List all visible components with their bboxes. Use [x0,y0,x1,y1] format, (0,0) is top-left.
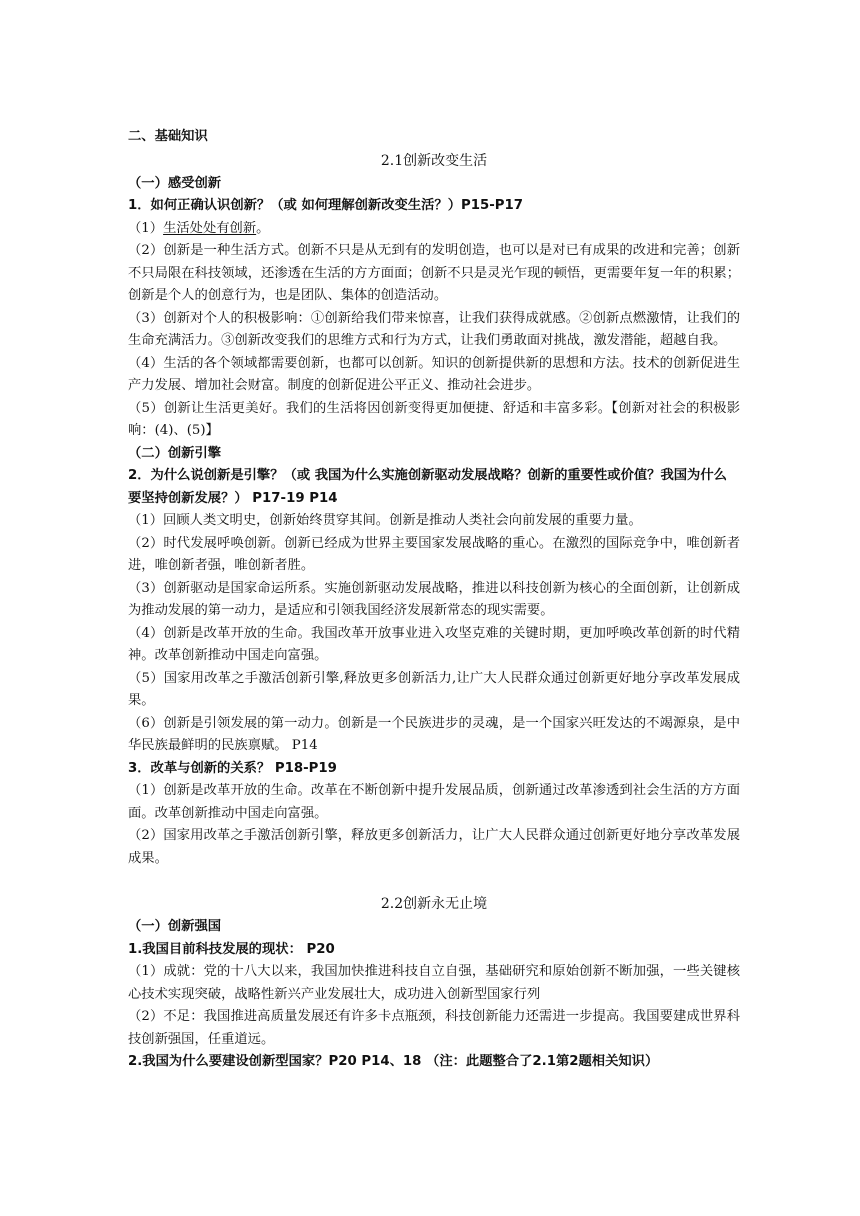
lesson-title-1: 2.1创新改变生活 [380,152,488,169]
q1-item-4: （4）生活的各个领域都需要创新，也都可以创新。知识的创新提供新的思想和方法。技术的创新促进生产力发展、增加社会财富。制度的创新促进公平正义、推动社会进步。 [128,355,740,393]
q1-item-3: （3）创新对个人的积极影响：①创新给我们带来惊喜，让我们获得成就感。②创新点燃激情，让我们的生命充满活力。③创新改变我们的思维方式和行为方式，让我们勇敢面对挑战，激发潜能，超越自我。 [128,310,740,348]
underlined-text: 生活处处有创新 [163,220,257,236]
question-heading-5: 2.我国为什么要建设创新型国家？P20 P14、18 （注：此题整合了2.1第2题相关知识） [128,1054,659,1069]
q2-item-1: （1）回顾人类文明史，创新始终贯穿其间。创新是推动人类社会向前发展的重要力量。 [128,513,642,528]
lesson-title-2: 2.2创新永无止境 [380,896,488,912]
section-title: 二、基础知识 [128,129,208,144]
question-heading-1: 1．如何正确认识创新？（或 如何理解创新改变生活？）P15-P17 [128,198,524,213]
part-heading-3: （一）创新强国 [128,919,222,934]
q3-item-1: （1）创新是改革开放的生命。改革在不断创新中提升发展品质，创新通过改革渗透到社会生活的方方面面。改革创新推动中国走向富强。 [128,783,740,821]
q2-item-3: （3）创新驱动是国家命运所系。实施创新驱动发展战略，推进以科技创新为核心的全面创新，让创新成为推动发展的第一动力，是适应和引领我国经济发展新常态的现实需要。 [128,580,740,618]
document-page [128,126,740,1074]
q2-item-2: （2）时代发展呼唤创新。创新已经成为世界主要国家发展战略的重心。在激烈的国际竞争中，唯创新者进，唯创新者强，唯创新者胜。 [128,535,740,573]
spacer [128,870,740,892]
part-heading-1: （一）感受创新 [128,175,222,191]
q2-item-5: （5）国家用改革之手激活创新引擎,释放更多创新活力,让广大人民群众通过创新更好地分享改革发展成果。 [128,670,740,708]
question-heading-4: 1.我国目前科技发展的现状： P20 [128,941,335,957]
q1-item-5: （5）创新让生活更美好。我们的生活将因创新变得更加便捷、舒适和丰富多彩。【创新对社会的积极影响：(4)、(5)】 [128,400,740,438]
question-heading-2: 2．为什么说创新是引擎？（或 我国为什么实施创新驱动发展战略？创新的重要性或价值？我国为什么要坚持创新发展？） P17-19 P14 [128,468,727,506]
q4-item-2: （2）不足：我国推进高质量发展还有许多卡点瓶颈，科技创新能力还需进一步提高。我国要建成世界科技创新强国，任重道远。 [128,1009,740,1047]
q1-item-1: （1）生活处处有创新。 [128,220,270,236]
question-heading-3: 3．改革与创新的关系？ P18-P19 [128,760,337,776]
part-heading-2: （二）创新引擎 [128,445,222,461]
q1-item-2: （2）创新是一种生活方式。创新不只是从无到有的发明创造，也可以是对已有成果的改进和完善；创新不只局限在科技领域，还渗透在生活的方方面面；创新不只是灵光乍现的顿悟，更需要年复一年的积累；创新是个人的创意行为，也是团队、集体的创造活动。 [128,243,740,303]
q3-item-2: （2）国家用改革之手激活创新引擎，释放更多创新活力，让广大人民群众通过创新更好地分享改革发展成果。 [128,828,740,866]
q4-item-1: （1）成就：党的十八大以来，我国加快推进科技自立自强，基础研究和原始创新不断加强，一些关键核心技术实现突破，战略性新兴产业发展壮大，成功进入创新型国家行列 [128,964,740,1002]
q2-item-4: （4）创新是改革开放的生命。我国改革开放事业进入攻坚克难的关键时期，更加呼唤改革创新的时代精神。改革创新推动中国走向富强。 [128,625,740,663]
q2-item-6: （6）创新是引领发展的第一动力。创新是一个民族进步的灵魂，是一个国家兴旺发达的不竭源泉，是中华民族最鲜明的民族禀赋。 P14 [128,715,740,753]
